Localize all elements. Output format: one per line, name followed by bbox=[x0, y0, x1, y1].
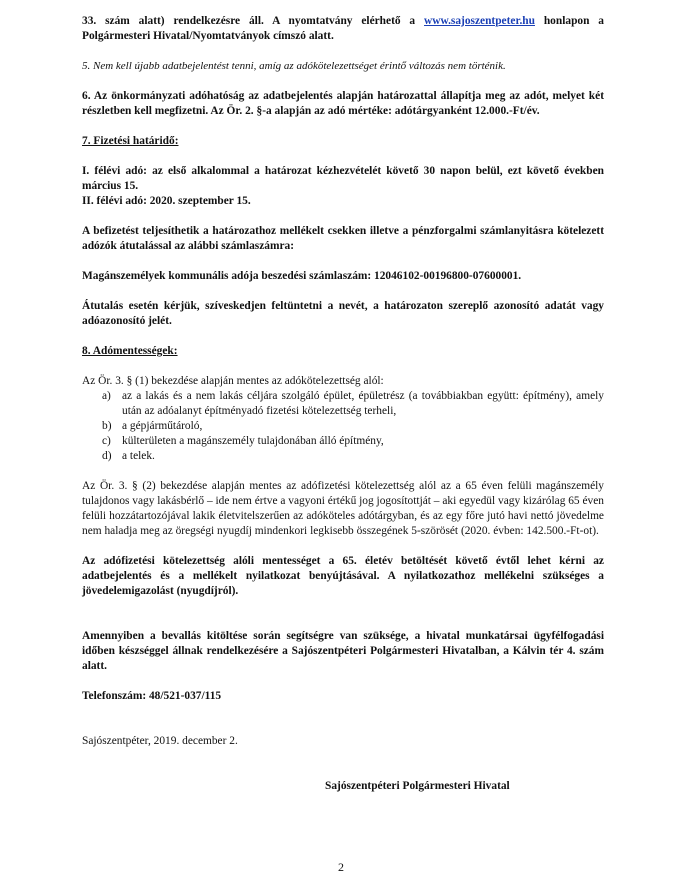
payment-instructions: A befizetést teljesíthetik a határozathoz mellékelt csekken illetve a pénzforgalmi számlanyitásra kötelezett adózók átutalással az alábbi számlaszámra: bbox=[82, 225, 604, 252]
website-link[interactable]: www.sajoszentpeter.hu bbox=[424, 15, 535, 27]
paragraph-form-availability bbox=[82, 14, 604, 44]
list-item-label: d) bbox=[102, 450, 112, 462]
place-and-date: Sajószentpéter, 2019. december 2. bbox=[82, 735, 238, 747]
exemption-intro: Az Ör. 3. § (1) bekezdése alapján mentes az adókötelezettség alól: bbox=[82, 375, 384, 387]
paragraph-6: 6. Az önkormányzati adóhatóság az adatbejelentés alapján határozattal állapítja meg az adót, melyet két részletben kell megfizetni. Az Ör. 2. §-a alapján az adó mértéke: adótárgyanként 12.000.-Ft/év. bbox=[82, 90, 604, 117]
deadline-second-half: II. félévi adó: 2020. szeptember 15. bbox=[82, 195, 251, 207]
signature-office: Sajószentpéteri Polgármesteri Hivatal bbox=[325, 780, 510, 792]
section-7-heading: 7. Fizetési határidő: bbox=[82, 135, 179, 147]
list-item bbox=[82, 434, 604, 449]
phone-number: Telefonszám: 48/521-037/115 bbox=[82, 690, 222, 702]
exemption-list bbox=[82, 389, 604, 464]
transfer-note: Átutalás esetén kérjük, szíveskedjen feltüntetni a nevét, a határozaton szereplő azonosító adatát vagy adóazonosító jelét. bbox=[82, 300, 604, 327]
list-item-text: a gépjárműtároló, bbox=[122, 420, 203, 432]
exemption-paragraph-3: Az adófizetési kötelezettség alóli mentességet a 65. életév betöltését követő évtől lehet kérni az adatbejelentés és a mellékelt nyilatkozat benyújtásával. A nyilatkozathoz mellékelni szükséges a jövedelemigazolást (nyugdíjról). bbox=[82, 555, 604, 597]
document-page bbox=[82, 14, 604, 794]
list-item bbox=[82, 449, 604, 464]
paragraph-5: 5. Nem kell újabb adatbejelentést tenni, amíg az adókötelezettséget érintő változás nem történik. bbox=[82, 60, 506, 72]
list-item-label: b) bbox=[102, 420, 112, 432]
help-paragraph: Amennyiben a bevallás kitöltése során segítségre van szüksége, a hivatal munkatársai ügyfélfogadási időben készséggel állnak rendelkezésére a Sajószentpéteri Polgármesteri Hivatalban, a Kálvin tér 4. szám alatt. bbox=[82, 630, 604, 672]
section-8-heading: 8. Adómentességek: bbox=[82, 345, 178, 357]
list-item bbox=[82, 419, 604, 434]
list-item-label: a) bbox=[102, 390, 111, 402]
list-item-text: külterületen a magánszemély tulajdonában álló építmény, bbox=[122, 435, 384, 447]
list-item-text: a telek. bbox=[122, 450, 155, 462]
form-text-before: 33. szám alatt) rendelkezésre áll. A nyomtatvány elérhető a bbox=[82, 15, 425, 27]
page-number: 2 bbox=[338, 860, 344, 874]
account-number: Magánszemélyek kommunális adója beszedési számlaszám: 12046102-00196800-07600001. bbox=[82, 270, 522, 282]
form-text-after: honlapon a Polgármesteri Hivatal/Nyomtatványok címszó alatt. bbox=[82, 15, 605, 42]
list-item-text: az a lakás és a nem lakás céljára szolgáló épület, épületrész (a továbbiakban együtt: építmény), amely után az adóalanyt építményadó fizetési kötelezettség terheli, bbox=[122, 390, 604, 417]
deadline-first-half: I. félévi adó: az első alkalommal a határozat kézhezvételét követő 30 napon belül, ezt követő években március 15. bbox=[82, 165, 604, 192]
exemption-paragraph-2: Az Ör. 3. § (2) bekezdése alapján mentes az adófizetési kötelezettség alól az a 65 éven felüli magánszemély tulajdonos vagy lakásbérlő – ide nem értve a vagyoni értékű jog jogosítottját – aki egyedül vagy kizárólag 65 éven felüli hozzátartozójával lakik életvitelszerűen az adóköteles adótárgyban, és az egy főre jutó havi nettó jövedelme nem haladja meg az öregségi nyugdíj mindenkori legkisebb összegének 5-szörösét (2020. évben: 142.500.-Ft-ot). bbox=[82, 480, 604, 537]
list-item-label: c) bbox=[102, 435, 111, 447]
list-item bbox=[82, 389, 604, 419]
